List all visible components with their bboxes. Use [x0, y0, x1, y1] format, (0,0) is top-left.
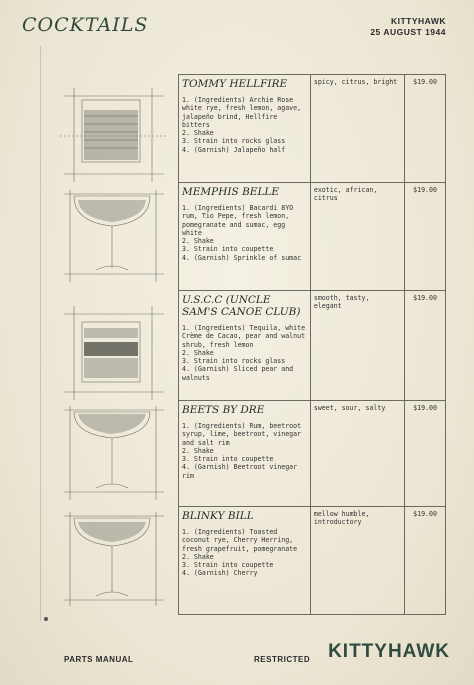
cocktail-name: BEETS BY DRE	[182, 404, 265, 416]
cocktail-details-cell	[179, 291, 311, 401]
recipe-step: 3. Strain into rocks glass	[182, 137, 286, 146]
header-brand-block	[370, 16, 446, 38]
recipe-step: 3. Strain into coupette	[182, 561, 274, 570]
cocktail-row	[179, 183, 446, 291]
flavor-notes: sweet, sour, salty	[310, 401, 404, 507]
recipe-step: 1. (Ingredients) Tequila, white Crème de Cacao, pear and walnut shrub, fresh lemon	[182, 324, 306, 349]
recipe-step: 4. (Garnish) Jalapeño half	[182, 145, 286, 154]
recipe-step: 3. Strain into coupette	[182, 245, 274, 254]
recipe-step: 2. Shake	[182, 237, 214, 246]
recipe-step: 1. (Ingredients) Toasted coconut rye, Cherry Herring, fresh grapefruit, pomegranate	[182, 528, 298, 553]
recipe-step: 2. Shake	[182, 446, 214, 455]
footer-restricted: RESTRICTED	[254, 655, 311, 664]
rocks-glass-icon	[60, 86, 168, 186]
margin-rule	[40, 46, 41, 621]
cocktail-details-cell	[179, 183, 311, 291]
recipe-step: 1. (Ingredients) Archie Rose white rye, fresh lemon, agave, jalapeño brind, Hellfire bitters	[182, 96, 302, 129]
recipe-step: 4. (Garnish) Cherry	[182, 569, 258, 578]
flavor-notes: spicy, citrus, bright	[310, 75, 404, 183]
cocktail-row	[179, 75, 446, 183]
cocktail-name: MEMPHIS BELLE	[182, 186, 280, 198]
cocktail-details-cell	[179, 401, 311, 507]
price: $19.00	[405, 291, 446, 401]
cocktail-row	[179, 401, 446, 507]
price: $19.00	[405, 401, 446, 507]
recipe-step: 4. (Garnish) Beetroot vinegar rim	[182, 463, 298, 480]
flavor-notes: exotic, african, citrus	[310, 183, 404, 291]
page-title: COCKTAILS	[22, 14, 149, 36]
price: $19.00	[405, 75, 446, 183]
recipe-step: 2. Shake	[182, 348, 214, 357]
recipe-step: 2. Shake	[182, 129, 214, 138]
flavor-notes: mellow humble, introductory	[310, 507, 404, 615]
recipe-step: 4. (Garnish) Sliced pear and walnuts	[182, 365, 294, 382]
cocktail-name: TOMMY HELLFIRE	[182, 78, 288, 90]
coupette-icon	[60, 188, 168, 288]
coupette-icon	[60, 510, 168, 610]
header-brand: KITTYHAWK	[390, 16, 446, 26]
cocktail-row	[179, 291, 446, 401]
cocktail-name: BLINKY BILL	[182, 510, 254, 522]
recipe-step: 2. Shake	[182, 552, 214, 561]
footer-brand-logo: KITTYHAWK	[328, 641, 450, 662]
recipe-step: 1. (Ingredients) Rum, beetroot syrup, lime, beetroot, vinegar and salt rim	[182, 422, 302, 447]
cocktail-table	[178, 74, 446, 615]
price: $19.00	[405, 507, 446, 615]
recipe-step: 3. Strain into coupette	[182, 455, 274, 464]
recipe-step: 3. Strain into rocks glass	[182, 357, 286, 366]
cocktail-details-cell	[179, 507, 311, 615]
rocks-glass-icon	[60, 304, 168, 404]
cocktail-name: U.S.C.C (UNCLE SAM'S CANOE CLUB)	[182, 294, 301, 318]
footer-parts-manual: PARTS MANUAL	[64, 655, 134, 664]
recipe-step: 1. (Ingredients) Bacardi 8YO rum, Tio Pepe, fresh lemon, pomegranate and sumac, egg white	[182, 204, 294, 237]
price: $19.00	[405, 183, 446, 291]
recipe-step: 4. (Garnish) Sprinkle of sumac	[182, 253, 302, 262]
cocktail-row	[179, 507, 446, 615]
coupette-icon	[60, 404, 168, 504]
cocktail-details-cell	[179, 75, 311, 183]
header-date: 25 AUGUST 1944	[370, 27, 446, 37]
bullet-dot	[44, 617, 48, 621]
flavor-notes: smooth, tasty, elegant	[310, 291, 404, 401]
